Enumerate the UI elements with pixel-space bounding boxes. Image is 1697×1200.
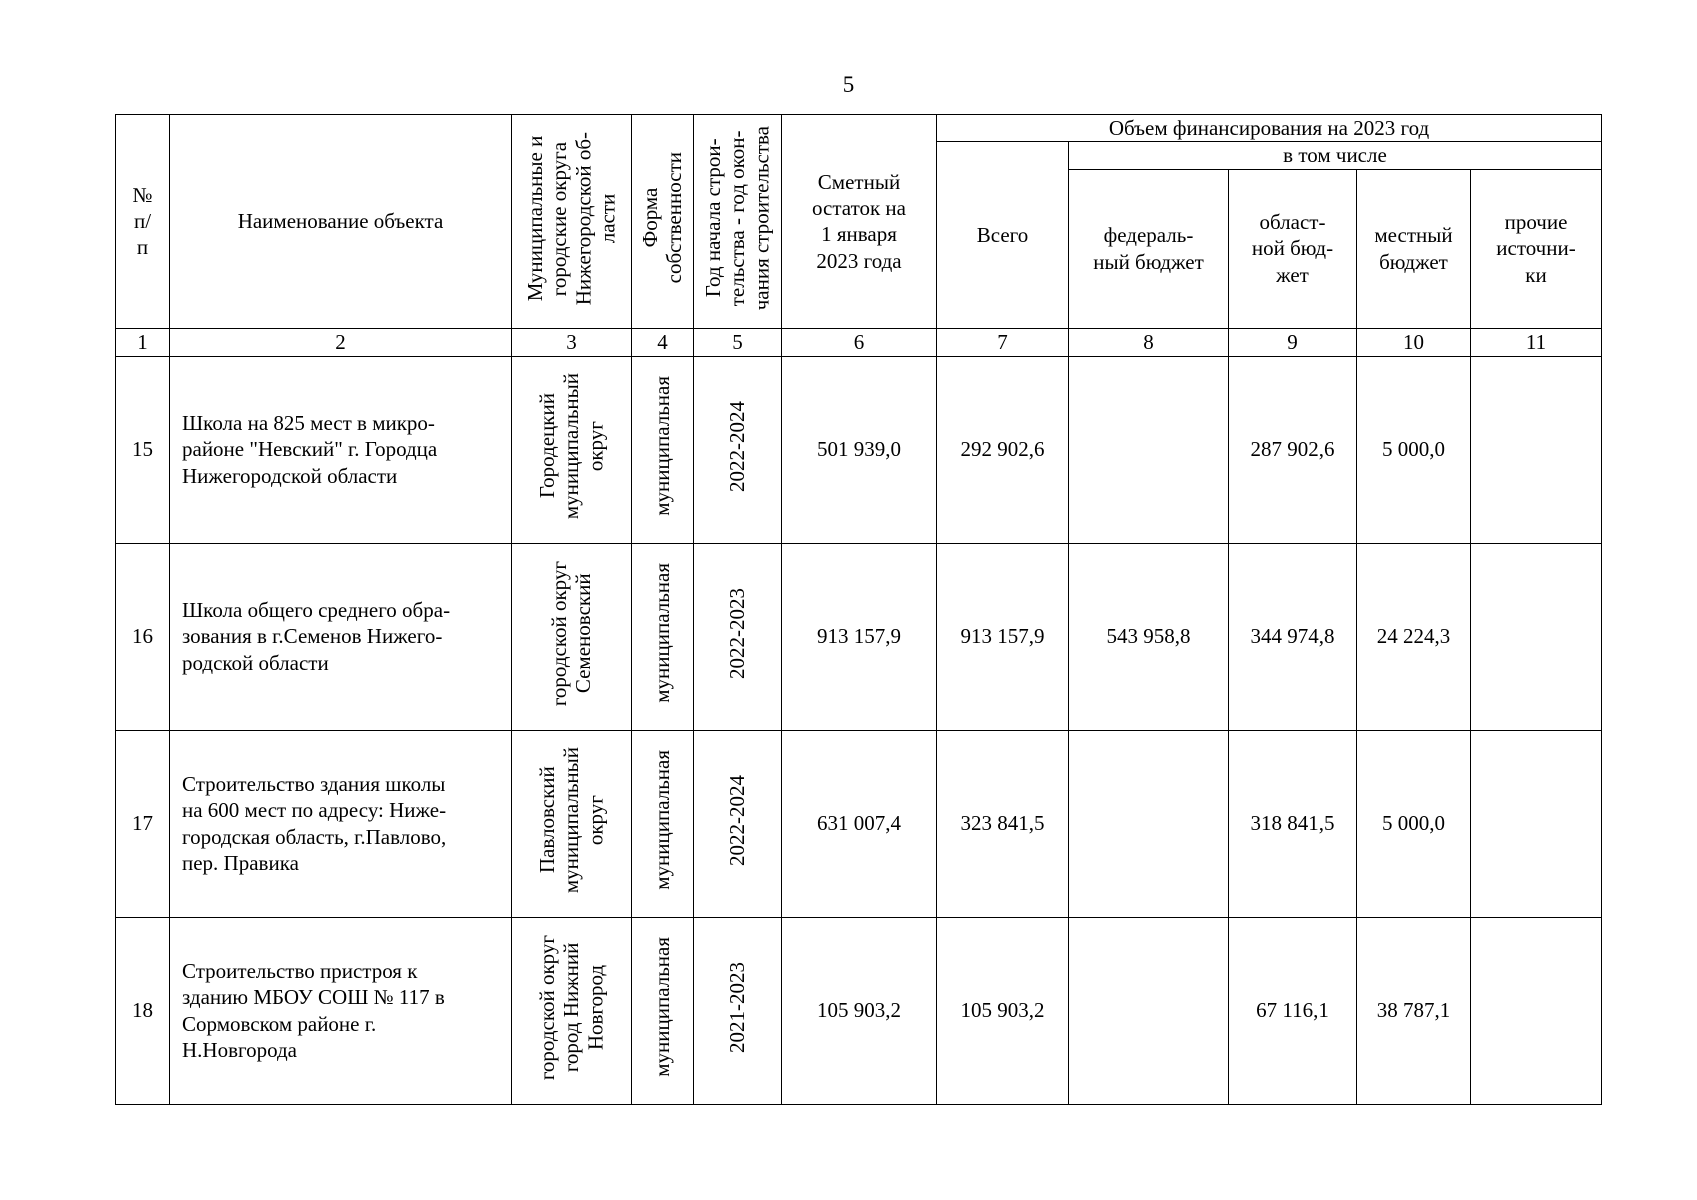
header-total: Всего	[937, 142, 1069, 328]
row-federal	[1069, 917, 1229, 1104]
row-num: 16	[116, 543, 170, 730]
row-object-name: Строительство здания школы на 600 мест по адресу: Ниже- городская область, г.Павлово, пер. Правика	[170, 730, 512, 917]
header-name: Наименование объекта	[170, 115, 512, 329]
header-ownership: Форма собственности	[632, 115, 694, 329]
header-municipality: Муниципальные и городские округа Нижегородской об- ласти	[512, 115, 632, 329]
row-federal	[1069, 356, 1229, 543]
column-number: 8	[1069, 328, 1229, 356]
column-number: 1	[116, 328, 170, 356]
table-row	[116, 917, 1602, 1104]
column-numbers-row	[116, 328, 1602, 356]
row-regional: 344 974,8	[1229, 543, 1357, 730]
row-ownership: муниципальная	[632, 543, 694, 730]
column-number: 6	[782, 328, 937, 356]
header-regional: област- ной бюд- жет	[1229, 169, 1357, 328]
column-number: 5	[694, 328, 782, 356]
row-local: 38 787,1	[1357, 917, 1471, 1104]
column-number: 3	[512, 328, 632, 356]
column-number: 2	[170, 328, 512, 356]
column-number: 10	[1357, 328, 1471, 356]
header-row-top	[116, 115, 1602, 142]
row-regional: 287 902,6	[1229, 356, 1357, 543]
row-municipality: Городецкий муниципальный округ	[512, 356, 632, 543]
header-other: прочие источни- ки	[1471, 169, 1602, 328]
row-estimate: 631 007,4	[782, 730, 937, 917]
row-years: 2021-2023	[694, 917, 782, 1104]
row-estimate: 501 939,0	[782, 356, 937, 543]
header-including: в том числе	[1069, 142, 1602, 169]
row-estimate: 913 157,9	[782, 543, 937, 730]
row-years: 2022-2023	[694, 543, 782, 730]
row-municipality: городской округ город Нижний Новгород	[512, 917, 632, 1104]
column-number: 11	[1471, 328, 1602, 356]
row-local: 5 000,0	[1357, 730, 1471, 917]
row-local: 24 224,3	[1357, 543, 1471, 730]
header-federal: федераль- ный бюджет	[1069, 169, 1229, 328]
row-other	[1471, 356, 1602, 543]
row-object-name: Школа общего среднего обра- зования в г.Семенов Нижего- родской области	[170, 543, 512, 730]
row-ownership: муниципальная	[632, 917, 694, 1104]
row-municipality: Павловский муниципальный округ	[512, 730, 632, 917]
row-object-name: Школа на 825 мест в микро- районе "Невский" г. Городца Нижегородской области	[170, 356, 512, 543]
header-num: № п/ п	[116, 115, 170, 329]
table-row	[116, 356, 1602, 543]
row-num: 15	[116, 356, 170, 543]
row-years: 2022-2024	[694, 356, 782, 543]
table-row	[116, 543, 1602, 730]
column-number: 9	[1229, 328, 1357, 356]
row-other	[1471, 917, 1602, 1104]
row-ownership: муниципальная	[632, 730, 694, 917]
row-regional: 67 116,1	[1229, 917, 1357, 1104]
financing-table	[115, 114, 1602, 1105]
row-total: 105 903,2	[937, 917, 1069, 1104]
row-local: 5 000,0	[1357, 356, 1471, 543]
row-estimate: 105 903,2	[782, 917, 937, 1104]
row-federal	[1069, 730, 1229, 917]
row-num: 17	[116, 730, 170, 917]
header-years: Год начала строи- тельства - год окон- чания строительства	[694, 115, 782, 329]
row-num: 18	[116, 917, 170, 1104]
header-estimate: Сметный остаток на 1 января 2023 года	[782, 115, 937, 329]
page-number: 5	[842, 72, 855, 97]
row-total: 292 902,6	[937, 356, 1069, 543]
row-years: 2022-2024	[694, 730, 782, 917]
row-other	[1471, 543, 1602, 730]
column-number: 7	[937, 328, 1069, 356]
row-object-name: Строительство пристроя к зданию МБОУ СОШ № 117 в Сормовском районе г. Н.Новгорода	[170, 917, 512, 1104]
row-total: 913 157,9	[937, 543, 1069, 730]
header-financing-title: Объем финансирования на 2023 год	[937, 115, 1602, 142]
table-row	[116, 730, 1602, 917]
row-total: 323 841,5	[937, 730, 1069, 917]
header-local: местный бюджет	[1357, 169, 1471, 328]
column-number: 4	[632, 328, 694, 356]
row-ownership: муниципальная	[632, 356, 694, 543]
row-regional: 318 841,5	[1229, 730, 1357, 917]
row-federal: 543 958,8	[1069, 543, 1229, 730]
row-municipality: городской округ Семеновский	[512, 543, 632, 730]
row-other	[1471, 730, 1602, 917]
